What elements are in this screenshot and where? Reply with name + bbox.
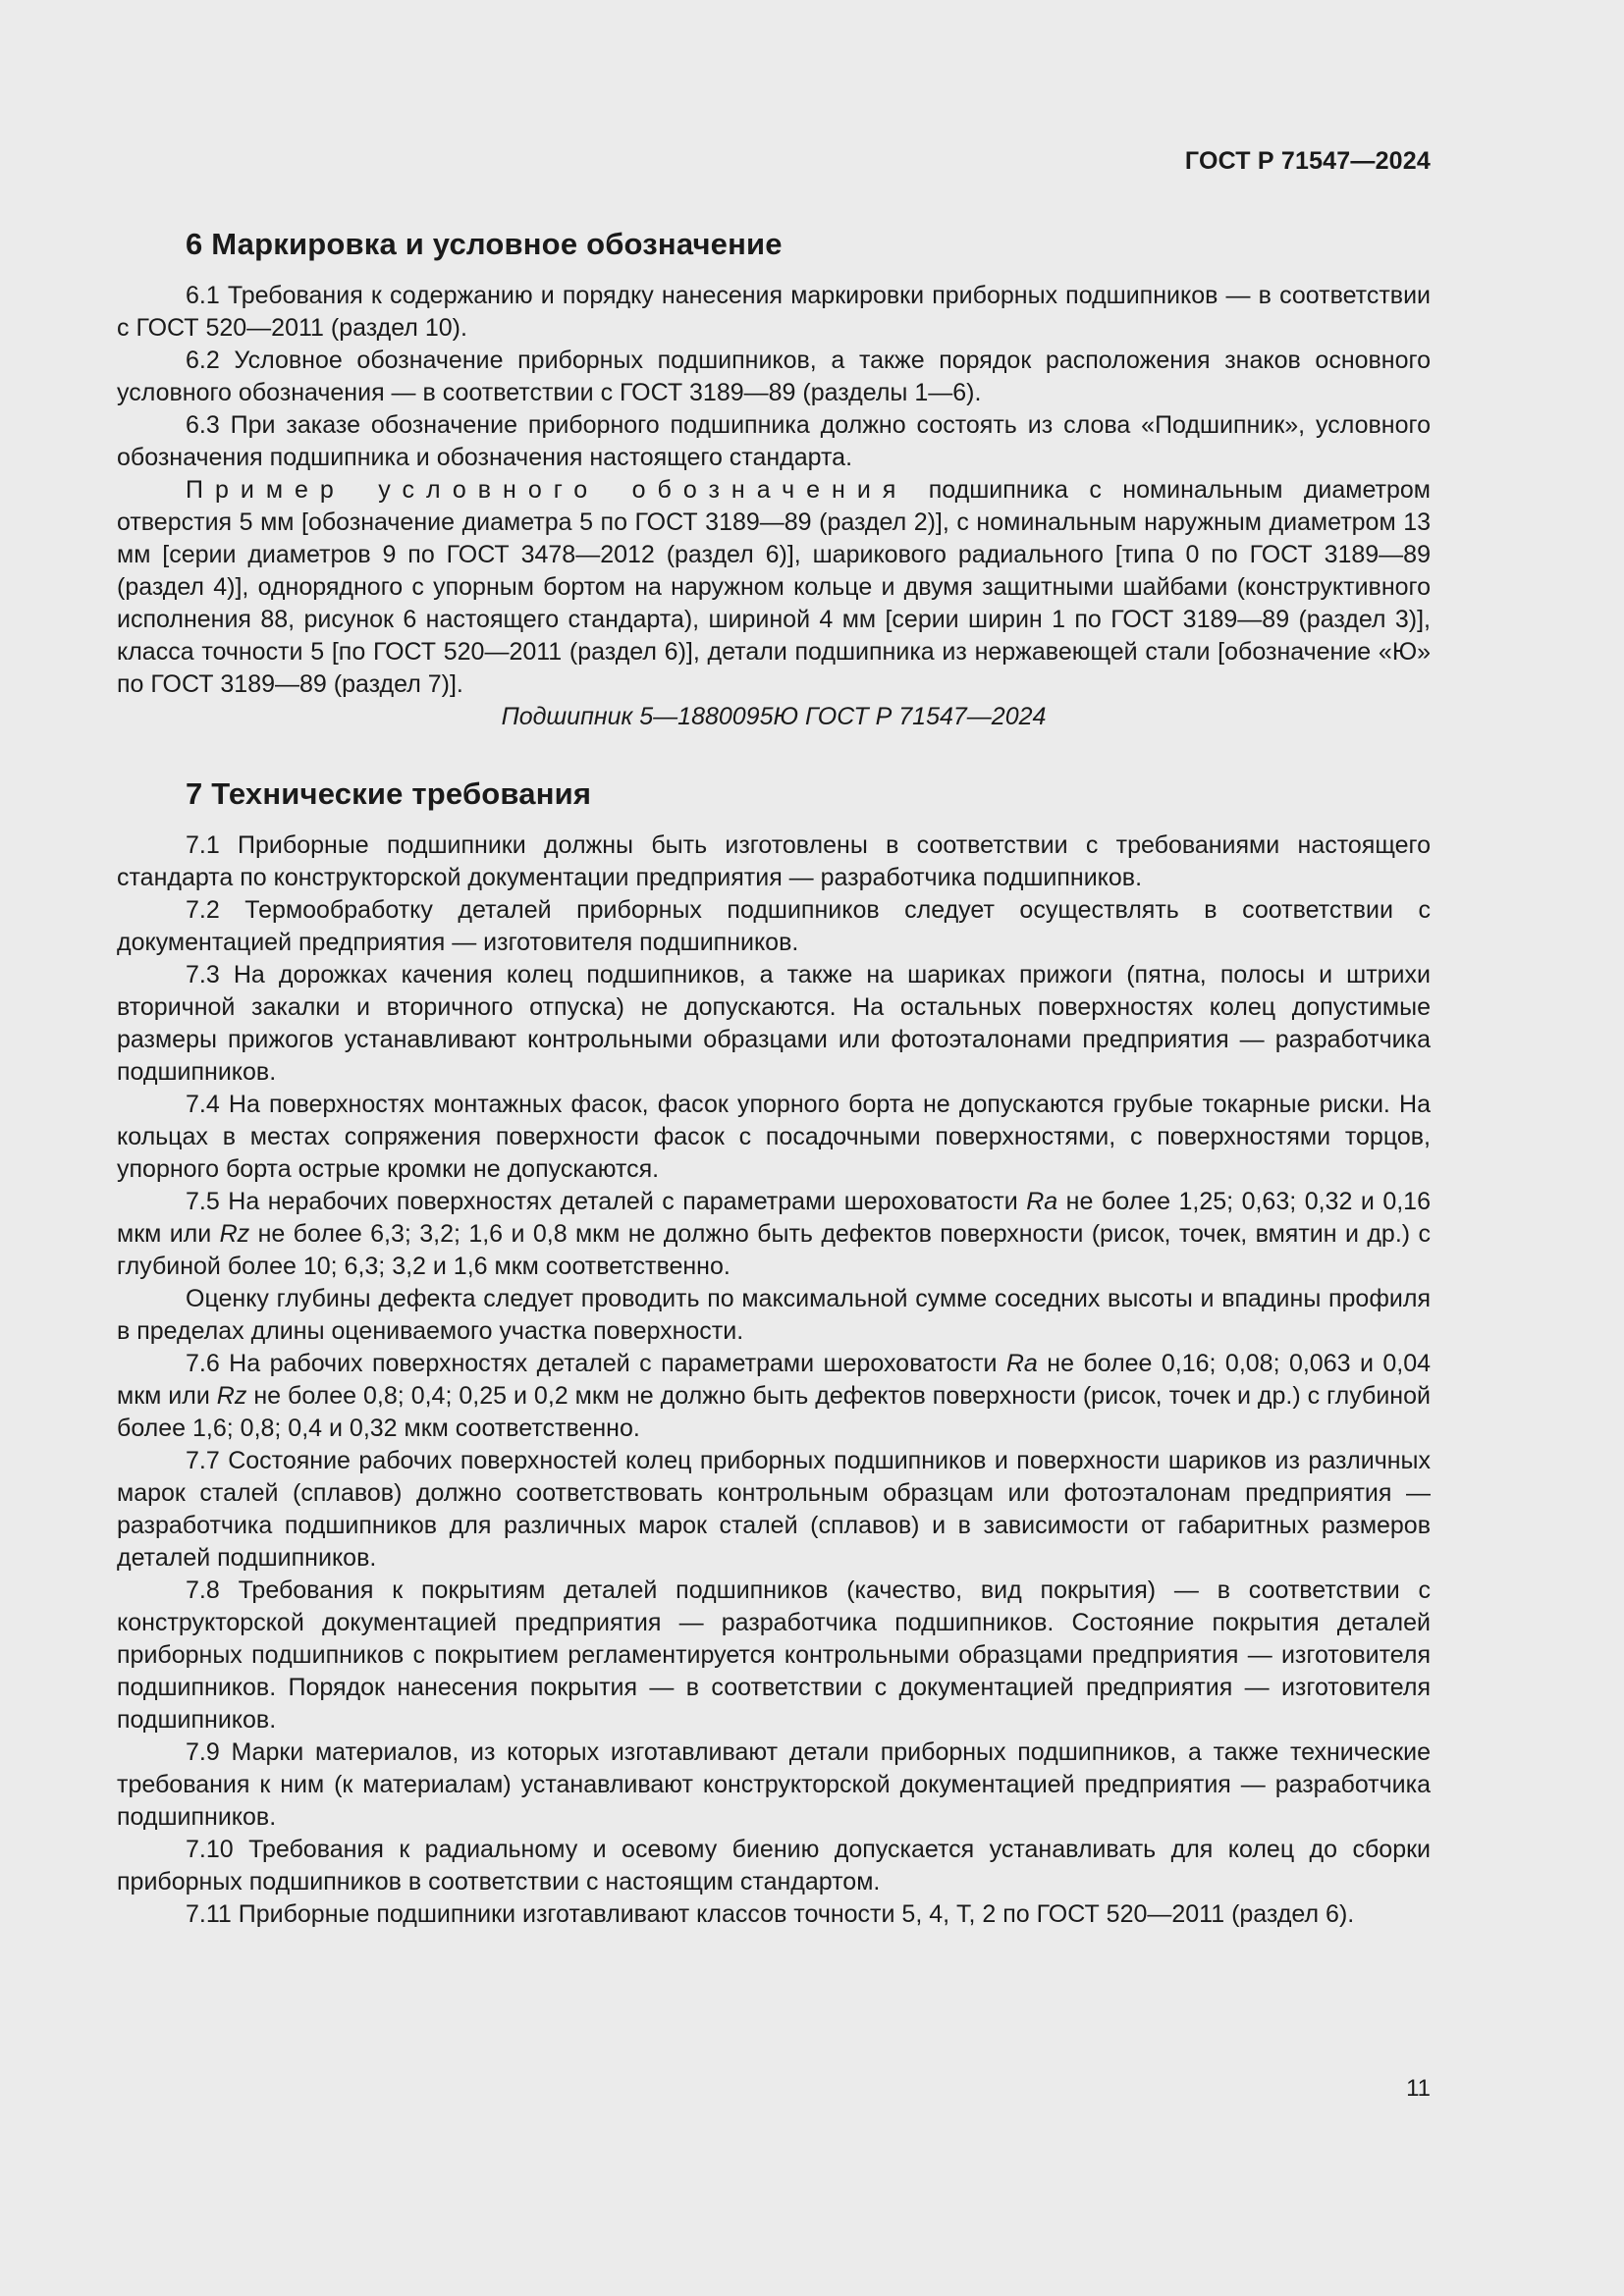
paragraph-7-11: 7.11 Приборные подшипники изготавливают классов точности 5, 4, Т, 2 по ГОСТ 520—2011 (раздел 6). (186, 1900, 1355, 1928)
paragraph-7-9: 7.9 Марки материалов, из которых изготавливают детали приборных подшипников, а также технические требования к ним (к материалам) устанавливают конструкторской документацией предприятия — разработчика подшипников. (117, 1738, 1431, 1831)
p7-5-text-a: 7.5 На нерабочих поверхностях деталей с параметрами шероховатости (186, 1188, 1027, 1215)
page-number: 11 (1406, 2075, 1431, 2102)
ra-symbol: Ra (1005, 1350, 1038, 1377)
paragraph-7-4: 7.4 На поверхностях монтажных фасок, фасок упорного борта не допускаются грубые токарные риски. На кольцах в местах сопряжения поверхности фасок с посадочными поверхностями, с поверхностями торцов, упорного борта острые кромки не допускаются. (117, 1091, 1431, 1183)
paragraph-6-3: 6.3 При заказе обозначение приборного подшипника должно состоять из слова «Подшипник», условного обозначения подшипника и обозначения настоящего стандарта. (117, 411, 1431, 471)
example-text: подшипника с номинальным диаметром отверстия 5 мм [обозначение диаметра 5 по ГОСТ 3189—89 (раздел 2)], с номинальным наружным диаметром 13 мм [серии диаметров 9 по ГОСТ 3478—2012 (раздел 6)], шарикового радиального [типа 0 по ГОСТ 3189—89 (раздел 4)], однорядного с упорным бортом на наружном кольце и двумя защитными шайбами (конструктивного исполнения 88, рисунок 6 настоящего стандарта), шириной 4 мм [серии ширин 1 по ГОСТ 3189—89 (раздел 3)], класса точности 5 [по ГОСТ 520—2011 (раздел 6)], детали подшипника из нержавеющей стали [обозначение «Ю» по ГОСТ 3189—89 (раздел 7)]. (117, 476, 1431, 698)
section-6-title: 6 Маркировка и условное обозначение (186, 227, 783, 261)
paragraph-example (117, 474, 1431, 701)
rz-symbol: Rz (219, 1220, 250, 1248)
ra-symbol: Ra (1026, 1188, 1058, 1215)
paragraph-7-10: 7.10 Требования к радиальному и осевому биению допускается устанавливать для колец до сборки приборных подшипников в соответствии с настоящим стандартом. (117, 1836, 1431, 1896)
paragraph-6-1: 6.1 Требования к содержанию и порядку нанесения маркировки приборных подшипников — в соответствии с ГОСТ 520—2011 (раздел 10). (117, 282, 1431, 342)
paragraph-6-2: 6.2 Условное обозначение приборных подшипников, а также порядок расположения знаков основного условного обозначения — в соответствии с ГОСТ 3189—89 (разделы 1—6). (117, 347, 1431, 406)
example-designation: Подшипник 5—1880095Ю ГОСТ Р 71547—2024 (501, 703, 1047, 730)
p7-5-text-c: не более 6,3; 3,2; 1,6 и 0,8 мкм не должно быть дефектов поверхности (рисок, точек, вмятин и др.) с глубиной более 10; 6,3; 3,2 и 1,6 мкм соответственно. (117, 1220, 1431, 1280)
document-body (117, 221, 1431, 1931)
paragraph-7-8: 7.8 Требования к покрытиям деталей подшипников (качество, вид покрытия) — в соответствии с конструкторской документацией предприятия — разработчика подшипников. Состояние покрытия деталей приборных подшипников с покрытием регламентируется контрольными образцами предприятия — изготовителя подшипников. Порядок нанесения покрытия — в соответствии с документацией предприятия — изготовителя подшипников. (117, 1576, 1431, 1734)
paragraph-7-1: 7.1 Приборные подшипники должны быть изготовлены в соответствии с требованиями настоящего стандарта по конструкторской документации предприятия — разработчика подшипников. (117, 831, 1431, 891)
section-7-title: 7 Технические требования (186, 776, 592, 811)
p7-6-text-a: 7.6 На рабочих поверхностях деталей с параметрами шероховатости (186, 1350, 1006, 1377)
paragraph-7-3: 7.3 На дорожках качения колец подшипников, а также на шариках прижоги (пятна, полосы и штрихи вторичной закалки и вторичного отпуска) не допускаются. На остальных поверхностях колец допустимые размеры прижогов устанавливают контрольными образцами или фотоэталонами предприятия — разработчика подшипников. (117, 961, 1431, 1086)
p7-6-text-c: не более 0,8; 0,4; 0,25 и 0,2 мкм не должно быть дефектов поверхности (рисок, точек и др.) с глубиной более 1,6; 0,8; 0,4 и 0,32 мкм соответственно. (117, 1382, 1431, 1442)
example-lead: Пример условного обозначения (186, 476, 908, 504)
document-code-header: ГОСТ Р 71547—2024 (1184, 147, 1431, 175)
paragraph-7-5-note: Оценку глубины дефекта следует проводить по максимальной сумме соседних высоты и впадины профиля в пределах длины оцениваемого участка поверхности. (117, 1285, 1431, 1345)
p7-6-text-b: не более 0,16; 0,08; 0,063 и 0,04 мкм или (117, 1350, 1431, 1410)
paragraph-7-2: 7.2 Термообработку деталей приборных подшипников следует осуществлять в соответствии с документацией предприятия — изготовителя подшипников. (117, 896, 1431, 956)
paragraph-7-6 (117, 1348, 1431, 1445)
paragraph-7-5 (117, 1186, 1431, 1283)
paragraph-7-7: 7.7 Состояние рабочих поверхностей колец приборных подшипников и поверхности шариков из различных марок сталей (сплавов) должно соответствовать контрольным образцам или фотоэталонам предприятия — разработчика подшипников для различных марок сталей (сплавов) и в зависимости от габаритных размеров деталей подшипников. (117, 1447, 1431, 1572)
rz-symbol: Rz (216, 1382, 247, 1410)
p7-5-text-b: не более 1,25; 0,63; 0,32 и 0,16 мкм или (117, 1188, 1431, 1248)
